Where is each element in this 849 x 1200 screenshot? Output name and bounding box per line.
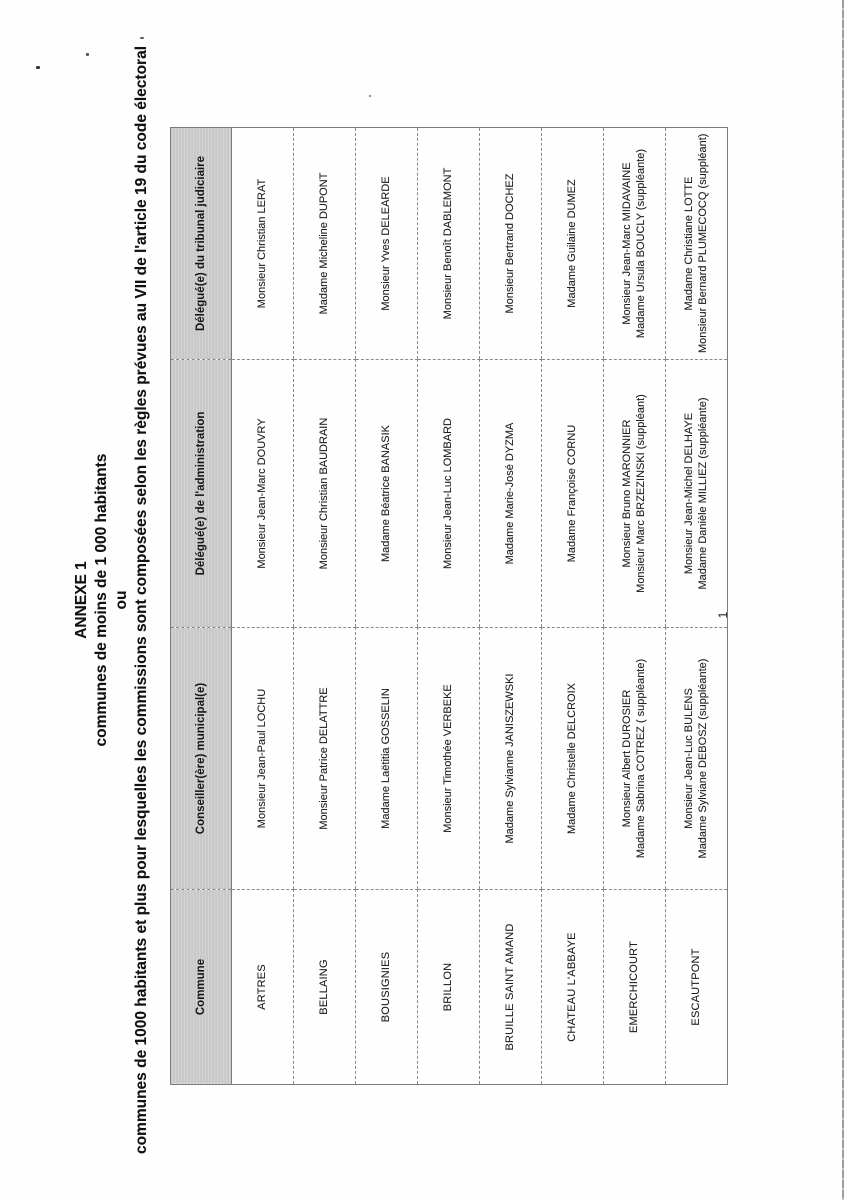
cell-line: Monsieur Christian LERAT — [255, 178, 268, 309]
cell-line: Madame Sabrina COTREZ ( suppléante) — [634, 658, 647, 859]
tribunal-cell — [604, 128, 666, 360]
commissions-table — [170, 127, 728, 1085]
administration-cell — [604, 360, 666, 628]
table-header-row — [171, 128, 232, 1085]
cell-line: Madame Sylvianne JANISZEWSKI — [503, 673, 516, 844]
cell-line: Madame Danièle MILLIEZ (suppléante) — [696, 397, 709, 590]
conseiller-cell — [542, 628, 604, 890]
commune-cell — [294, 890, 356, 1085]
cell-line: Madame Laëtitia GOSSELIN — [379, 688, 392, 829]
cell-line: Monsieur Christian BAUDRAIN — [317, 417, 330, 570]
cell-line: Madame Guilaine DUMEZ — [565, 179, 578, 308]
commune-cell — [604, 890, 666, 1085]
administration-cell — [542, 360, 604, 628]
commune-name: BRILLON — [441, 962, 454, 1012]
table-row — [542, 128, 604, 1085]
cell-line: Monsieur Bruno MARONNIER — [621, 419, 633, 568]
cell-line: Madame Françoise CORNU — [565, 424, 578, 563]
administration-cell — [356, 360, 418, 628]
cell-line: Monsieur Timothée VERBEKE — [441, 684, 454, 833]
cell-line: Monsieur Jean-Paul LOCHU — [255, 688, 268, 829]
tribunal-cell — [480, 128, 542, 360]
tribunal-cell — [542, 128, 604, 360]
table-row — [480, 128, 542, 1085]
cell-line: Madame Béatrice BANASIK — [379, 425, 392, 562]
conseiller-cell — [604, 628, 666, 890]
commune-name: CHATEAU L'ABBAYE — [565, 932, 578, 1042]
tribunal-cell — [294, 128, 356, 360]
cell-line: Madame Micheline DUPONT — [317, 172, 330, 315]
cell-line: Monsieur Marc BRZEZINSKI (suppléant) — [634, 394, 647, 593]
commune-name: ESCAUTPONT — [689, 948, 702, 1026]
cell-line: Monsieur Jean-Luc LOMBARD — [441, 418, 454, 570]
commune-name: BRUILLE SAINT AMAND — [503, 923, 516, 1051]
cell-line: Monsieur Jean-Michel DELHAYE — [683, 412, 695, 575]
table-row — [604, 128, 666, 1085]
cell-line: Madame Marie-José DYZMA — [503, 422, 516, 565]
cell-line: Madame Ursula BOUCLY (suppléante) — [634, 148, 647, 339]
title-line-annexe: ANNEXE 1 — [73, 561, 90, 639]
administration-cell — [418, 360, 480, 628]
cell-line: Monsieur Jean-Marc DOUVRY — [255, 418, 268, 569]
cell-line: Monsieur Jean-Luc BULENS — [683, 688, 695, 829]
header-commune: Commune — [171, 890, 232, 1085]
tribunal-cell — [356, 128, 418, 360]
document-title — [72, 0, 152, 1200]
commune-name: EMERCHICOURT — [627, 940, 640, 1034]
table-row — [356, 128, 418, 1085]
conseiller-cell — [418, 628, 480, 890]
cell-line: Monsieur Albert DUROSIER — [621, 689, 633, 828]
cell-line: Monsieur Jean-Marc MIDAVAINE — [621, 162, 633, 325]
commune-cell — [542, 890, 604, 1085]
title-line-moins-1000: communes de moins de 1 000 habitants — [93, 453, 110, 747]
commune-cell — [480, 890, 542, 1085]
cell-line: Monsieur Yves DELEARDE — [379, 176, 392, 311]
commune-cell — [356, 890, 418, 1085]
commune-name: BOUSIGNIES — [379, 951, 392, 1023]
administration-cell — [232, 360, 294, 628]
page-number: 1 — [716, 611, 730, 619]
administration-cell — [294, 360, 356, 628]
commune-cell — [232, 890, 294, 1085]
header-administration: Délégué(e) de l'administration — [171, 360, 232, 628]
commune-name: BELLAING — [317, 959, 330, 1015]
commune-cell — [418, 890, 480, 1085]
title-line-regles: communes de 1000 habitants et plus pour lesquelles les commissions sont composées selon les règles prévues au VII de l'article 19 du code électoral — [133, 45, 150, 1155]
table-row — [418, 128, 480, 1085]
title-line-ou: ou — [113, 590, 130, 610]
cell-line: Monsieur Bertrand DOCHEZ — [503, 173, 516, 314]
header-conseiller: Conseiller(ère) municipal(e) — [171, 628, 232, 890]
conseiller-cell — [356, 628, 418, 890]
tribunal-cell — [232, 128, 294, 360]
cell-line: Madame Sylviane DEBOSZ (suppléante) — [696, 658, 709, 859]
conseiller-cell — [294, 628, 356, 890]
cell-line: Monsieur Benoît DABLEMONT — [441, 167, 454, 320]
cell-line: Madame Christelle DELCROIX — [565, 683, 578, 834]
header-tribunal: Délégué(e) du tribunal judiciaire — [171, 128, 232, 360]
commune-name: ARTRES — [255, 964, 268, 1010]
cell-line: Monsieur Patrice DELATTRE — [317, 687, 330, 830]
table-row — [294, 128, 356, 1085]
cell-line: Monsieur Bernard PLUMECOCQ (suppléant) — [696, 133, 709, 353]
conseiller-cell — [480, 628, 542, 890]
cell-line: Madame Christiane LOTTE — [683, 176, 695, 311]
tribunal-cell — [418, 128, 480, 360]
conseiller-cell — [232, 628, 294, 890]
table-row — [232, 128, 294, 1085]
administration-cell — [480, 360, 542, 628]
